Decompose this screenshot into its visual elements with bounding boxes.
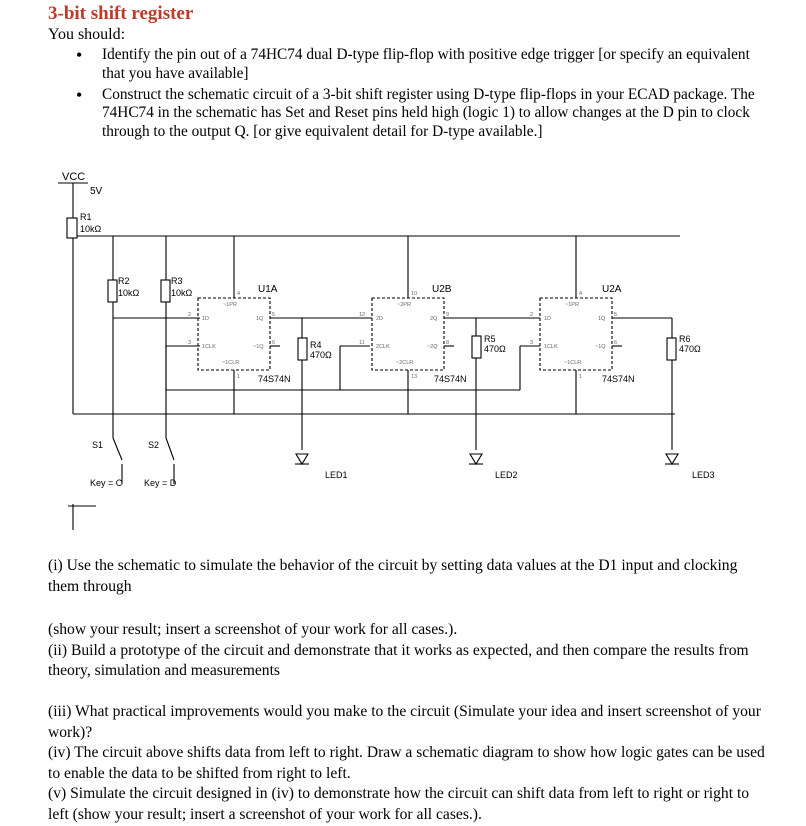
question-1-note: (show your result; insert a screenshot of your work for all cases.).	[48, 621, 458, 638]
svg-text:1Q: 1Q	[598, 316, 606, 322]
svg-text:~1CLR: ~1CLR	[564, 360, 582, 366]
svg-text:~1PR: ~1PR	[223, 302, 237, 308]
svg-text:~1Q: ~1Q	[595, 344, 606, 350]
svg-text:~2CLR: ~2CLR	[396, 360, 414, 366]
u2b-part: 74S74N	[434, 374, 467, 384]
shift-register-schematic	[40, 168, 760, 530]
led1-label: LED1	[325, 470, 348, 480]
svg-text:1: 1	[579, 374, 583, 380]
question-5: (v) Simulate the circuit designed in (iv) to demonstrate how the circuit can shift data from left to right or right to left (show your result; insert a screenshot of your work for all cases.).	[48, 785, 750, 823]
task-item: • Construct the schematic circuit of a 3-bit shift register using D-type flip-flops in your ECAD package. The 74HC74 in the schematic has Set and Reset pins held high (logic 1) to allow changes at the D pin to clock through to the output Q. [or give equivalent detail for D-type available.]	[76, 86, 756, 142]
r1-value: 10kΩ	[80, 224, 102, 234]
svg-text:1Q: 1Q	[256, 316, 264, 322]
led3-label: LED3	[692, 470, 715, 480]
svg-text:1CLK: 1CLK	[202, 344, 216, 350]
s2-name: S2	[148, 440, 160, 450]
svg-text:6: 6	[614, 340, 618, 346]
svg-text:2D: 2D	[376, 316, 384, 322]
u2a-name: U2A	[602, 284, 622, 295]
question-3: (iii) What practical improvements would you make to the circuit (Simulate your idea and insert screenshot of your work)?	[48, 703, 761, 741]
svg-text:2: 2	[188, 312, 192, 318]
vcc-value: 5V	[90, 186, 103, 197]
svg-text:4: 4	[579, 291, 583, 297]
question-1: (i) Use the schematic to simulate the behavior of the circuit by setting data values at the D1 input and clocking them through	[48, 557, 738, 595]
r6-name: R6	[679, 334, 691, 344]
u1a-name: U1A	[258, 284, 278, 295]
svg-text:11: 11	[359, 340, 365, 346]
svg-text:10: 10	[411, 291, 418, 297]
svg-text:2Q: 2Q	[430, 316, 438, 322]
r5-name: R5	[484, 334, 496, 344]
led2-label: LED2	[495, 470, 518, 480]
svg-text:9: 9	[446, 312, 450, 318]
svg-text:5: 5	[272, 312, 276, 318]
svg-text:~1CLR: ~1CLR	[222, 360, 240, 366]
u2b-name: U2B	[432, 284, 452, 295]
svg-text:12: 12	[359, 312, 366, 318]
svg-text:2: 2	[530, 312, 534, 318]
svg-text:~2Q: ~2Q	[427, 344, 438, 350]
svg-text:3: 3	[188, 340, 192, 346]
intro-text: You should:	[48, 26, 126, 43]
u2a-part: 74S74N	[602, 374, 635, 384]
question-block-2	[48, 620, 768, 682]
svg-text:4: 4	[237, 291, 241, 297]
r4-name: R4	[310, 340, 322, 350]
r1-name: R1	[80, 212, 92, 222]
r2-name: R2	[118, 276, 130, 286]
r4-value: 470Ω	[310, 350, 332, 360]
vcc-label: VCC	[62, 171, 86, 183]
r3-value: 10kΩ	[171, 288, 193, 298]
svg-text:8: 8	[446, 340, 450, 346]
question-block-3	[48, 702, 768, 825]
svg-text:1CLK: 1CLK	[544, 344, 558, 350]
u1a-part: 74S74N	[258, 374, 291, 384]
r6-value: 470Ω	[679, 344, 701, 354]
r3-name: R3	[171, 276, 183, 286]
s1-name: S1	[92, 440, 104, 450]
svg-text:5: 5	[614, 312, 618, 318]
svg-text:1D: 1D	[544, 316, 552, 322]
svg-text:13: 13	[411, 374, 418, 380]
svg-text:1: 1	[237, 374, 241, 380]
question-4: (iv) The circuit above shifts data from left to right. Draw a schematic diagram to show how logic gates can be used to enable the data to be shifted from right to left.	[48, 744, 765, 782]
svg-text:~1Q: ~1Q	[253, 344, 264, 350]
s1-key: Key = C	[90, 478, 123, 488]
r5-value: 470Ω	[484, 344, 506, 354]
svg-text:3: 3	[530, 340, 534, 346]
s2-key: Key = D	[144, 478, 177, 488]
svg-text:2CLK: 2CLK	[376, 344, 390, 350]
svg-text:1D: 1D	[202, 316, 210, 322]
document-title: 3-bit shift register	[48, 3, 194, 24]
r2-value: 10kΩ	[118, 288, 140, 298]
svg-text:6: 6	[272, 340, 276, 346]
task-item: • Identify the pin out of a 74HC74 dual D-type flip-flop with positive edge trigger [or specify an equivalent that you have available]	[76, 46, 756, 84]
svg-text:~2PR: ~2PR	[397, 302, 411, 308]
task-list	[76, 46, 756, 144]
svg-text:~1PR: ~1PR	[565, 302, 579, 308]
question-2: (ii) Build a prototype of the circuit and demonstrate that it works as expected, and then compare the results from theory, simulation and measurements	[48, 641, 749, 679]
